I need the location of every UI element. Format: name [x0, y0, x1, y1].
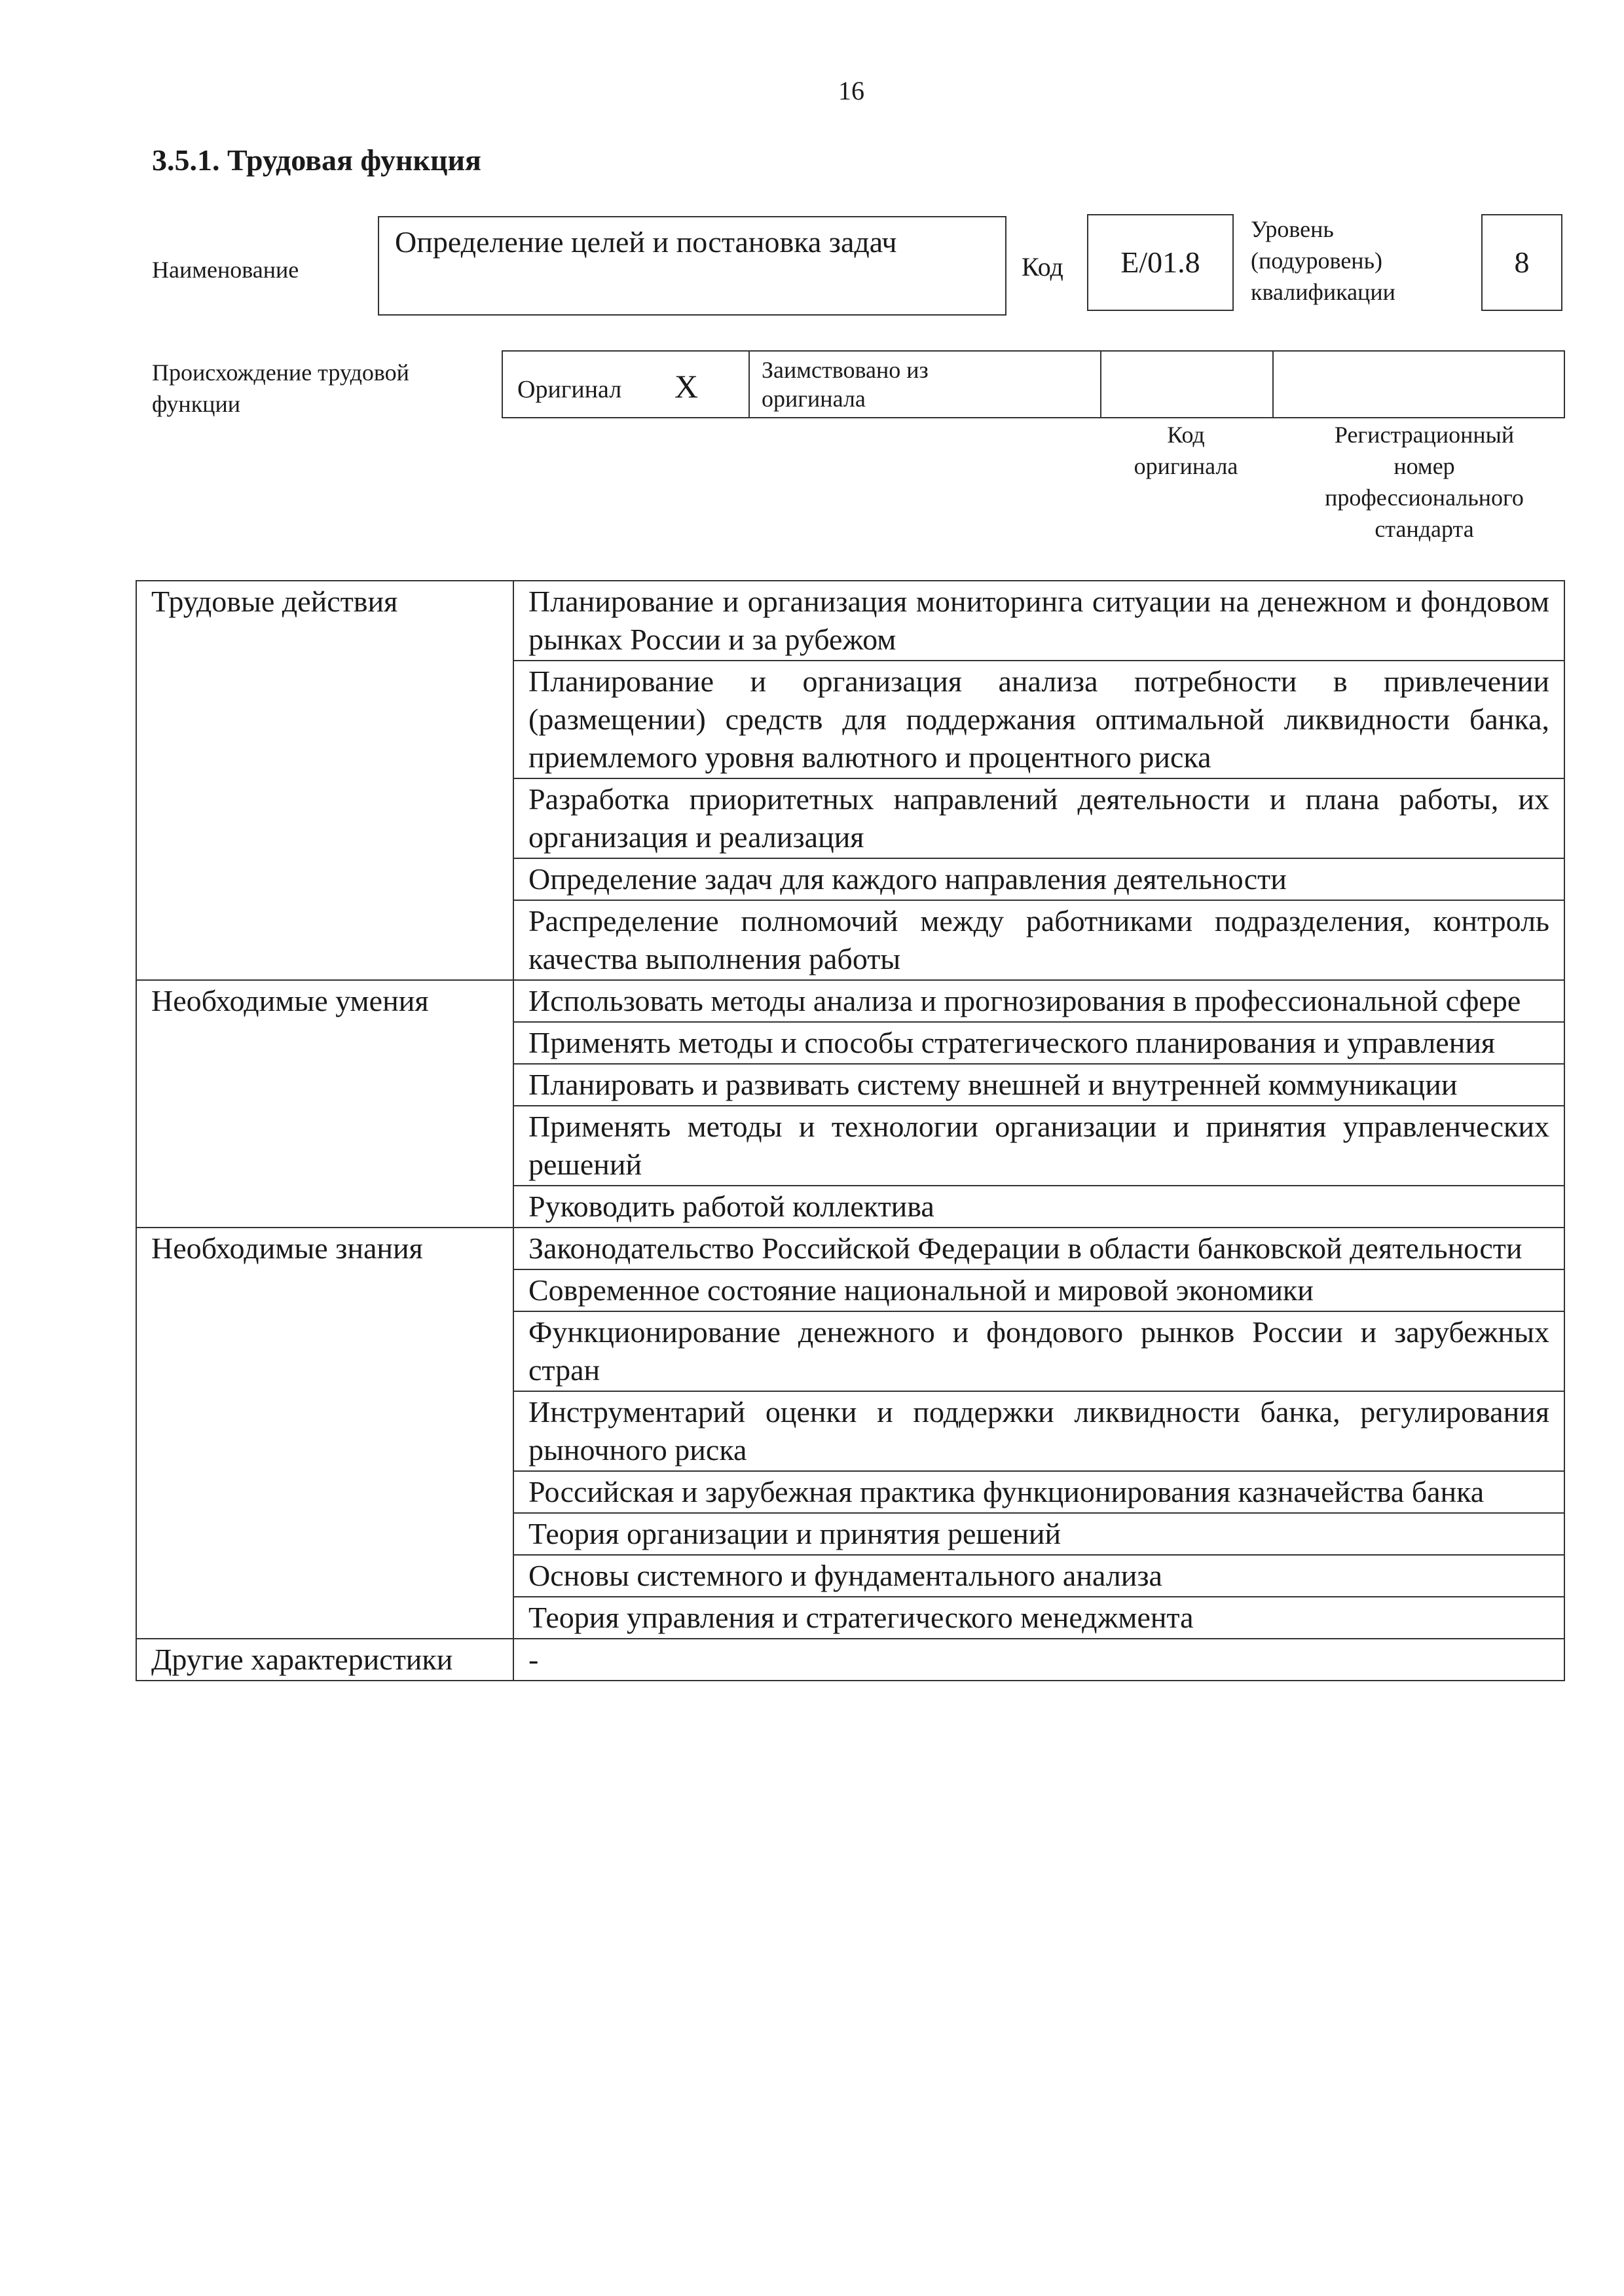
category-cell: Трудовые действия: [136, 581, 513, 980]
registration-number-cell: [1274, 352, 1564, 417]
original-code-caption: [1098, 419, 1274, 482]
category-cell: Необходимые умения: [136, 980, 513, 1228]
table-row: [136, 980, 1564, 1022]
item-cell: Применять методы и технологии организации и принятия управленческих решений: [513, 1106, 1564, 1186]
category-cell: Необходимые знания: [136, 1228, 513, 1639]
table-row: [136, 581, 1564, 661]
function-table: [136, 580, 1565, 1681]
name-label: Наименование: [152, 257, 299, 283]
caption-line: оригинала: [1134, 453, 1238, 479]
item-cell: Планировать и развивать систему внешней и внутренней коммуникации: [513, 1064, 1564, 1106]
caption-line: номер: [1393, 453, 1455, 479]
registration-number-caption: [1285, 419, 1564, 545]
caption-line: Регистрационный: [1334, 422, 1515, 448]
page-number: 16: [838, 76, 864, 105]
code-value: E/01.8: [1120, 246, 1200, 279]
level-label-line: Уровень: [1251, 216, 1334, 242]
item-cell: Инструментарий оценки и поддержки ликвидности банка, регулирования рыночного риска: [513, 1391, 1564, 1471]
level-label: [1251, 213, 1395, 308]
original-label: Оригинал: [517, 376, 622, 403]
item-cell: -: [513, 1639, 1564, 1681]
table-row: [136, 1228, 1564, 1269]
category-cell: Другие характеристики: [136, 1639, 513, 1681]
origin-row: [502, 350, 1565, 418]
caption-line: стандарта: [1375, 516, 1474, 542]
item-cell: Современное состояние национальной и мировой экономики: [513, 1269, 1564, 1311]
caption-line: профессионального: [1325, 484, 1524, 511]
original-cell: [503, 352, 750, 417]
item-cell: Функционирование денежного и фондового рынков России и зарубежных стран: [513, 1311, 1564, 1391]
level-label-line: (подуровень): [1251, 247, 1382, 274]
function-table-body: [136, 581, 1564, 1681]
item-cell: Планирование и организация мониторинга ситуации на денежном и фондовом рынках России и за рубежом: [513, 581, 1564, 661]
name-value: Определение целей и постановка задач: [395, 225, 897, 259]
item-cell: Руководить работой коллектива: [513, 1186, 1564, 1228]
item-cell: Использовать методы анализа и прогнозирования в профессиональной сфере: [513, 980, 1564, 1022]
original-mark: X: [674, 368, 699, 405]
item-cell: Планирование и организация анализа потребности в привлечении (размещении) средств для поддержания оптимальной ликвидности банка, приемлемого уровня валютного и процентного риска: [513, 661, 1564, 778]
origin-label: [152, 357, 479, 420]
level-value-box: [1481, 214, 1562, 311]
level-label-line: квалификации: [1251, 279, 1395, 305]
level-value: 8: [1514, 246, 1530, 279]
borrowed-label-line: оригинала: [762, 386, 866, 412]
item-cell: Основы системного и фундаментального анализа: [513, 1555, 1564, 1597]
name-value-box: [378, 216, 1006, 316]
caption-line: Код: [1167, 422, 1205, 448]
item-cell: Теория управления и стратегического менеджмента: [513, 1597, 1564, 1639]
borrowed-label-line: Заимствовано из: [762, 357, 929, 383]
item-cell: Теория организации и принятия решений: [513, 1513, 1564, 1555]
item-cell: Российская и зарубежная практика функционирования казначейства банка: [513, 1471, 1564, 1513]
item-cell: Применять методы и способы стратегического планирования и управления: [513, 1022, 1564, 1064]
borrowed-cell: [750, 352, 1101, 417]
item-cell: Разработка приоритетных направлений деятельности и плана работы, их организация и реализация: [513, 778, 1564, 858]
code-value-box: [1087, 214, 1234, 311]
code-label: Код: [1022, 252, 1063, 282]
origin-label-line: функции: [152, 391, 240, 417]
item-cell: Определение задач для каждого направления деятельности: [513, 858, 1564, 900]
item-cell: Законодательство Российской Федерации в области банковской деятельности: [513, 1228, 1564, 1269]
table-row: [136, 1639, 1564, 1681]
section-title: 3.5.1. Трудовая функция: [152, 143, 481, 177]
original-code-cell: [1101, 352, 1274, 417]
item-cell: Распределение полномочий между работниками подразделения, контроль качества выполнения работы: [513, 900, 1564, 980]
origin-label-line: Происхождение трудовой: [152, 359, 409, 386]
